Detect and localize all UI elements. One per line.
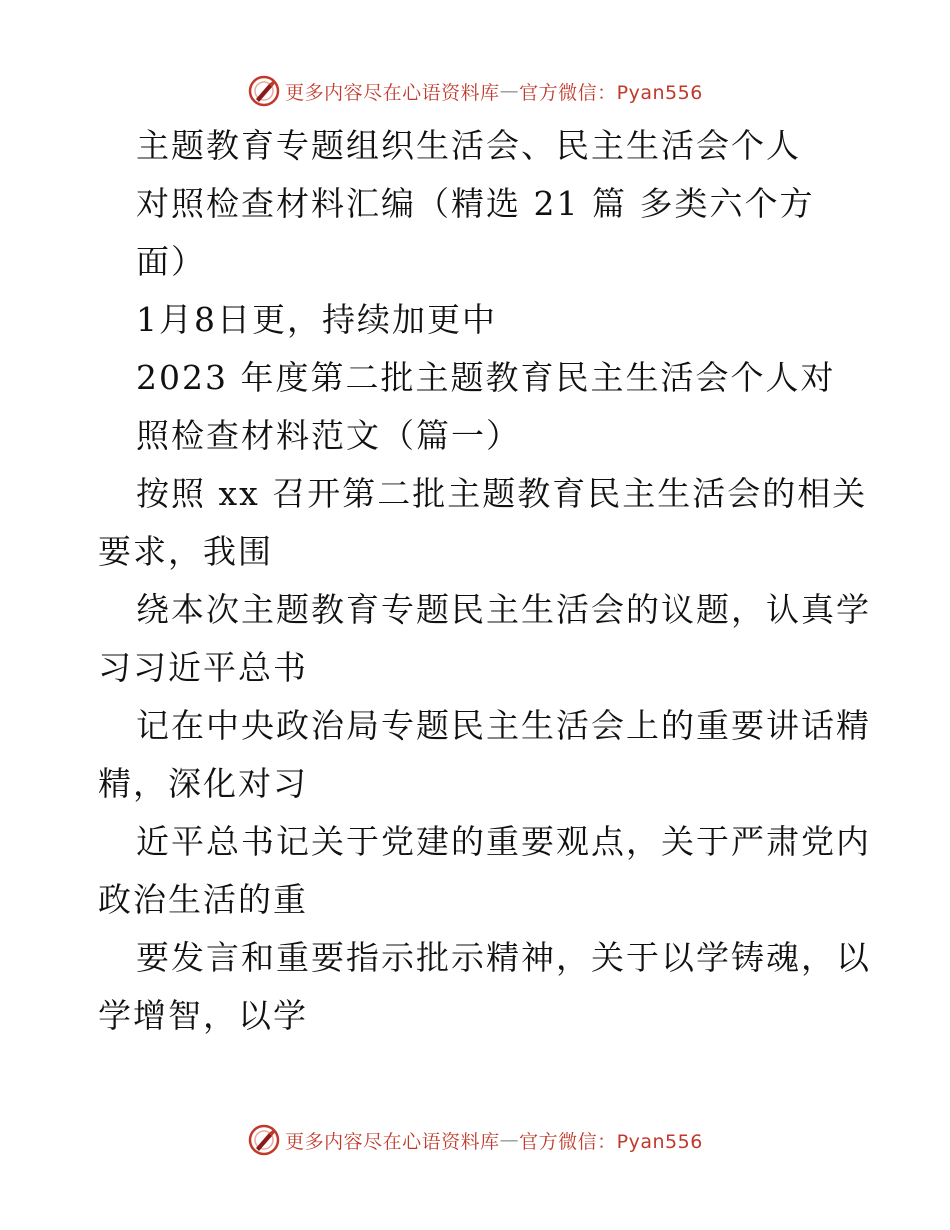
paragraph-line: 要求，我围 — [98, 532, 273, 571]
paragraph-line: 近平总书记关于党建的重要观点，关于严肃党内 — [136, 822, 871, 861]
paragraph-line: 学增智，以学 — [98, 996, 308, 1035]
banner-title: 更多内容尽在心语资料库 — [285, 81, 500, 104]
update-note: 1月8日更，持续加更中 — [136, 300, 497, 339]
paragraph-line: 要发言和重要指示批示精神，关于以学铸魂，以 — [136, 938, 871, 977]
section-title-line-1: 2023 年度第二批主题教育民主生活会个人对 — [136, 358, 836, 397]
pen-nib-logo-icon — [247, 74, 281, 108]
banner-contact: 官方微信：Pyan556 — [519, 1130, 703, 1153]
paragraph-line: 按照 xx 召开第二批主题教育民主生活会的相关 — [136, 474, 868, 513]
footer-banner — [0, 1120, 950, 1160]
paragraph-line: 绕本次主题教育专题民主生活会的议题，认真学 — [136, 590, 871, 629]
header-banner — [0, 71, 950, 111]
paragraph-line: 政治生活的重 — [98, 880, 308, 919]
paragraph-line: 习习近平总书 — [98, 648, 308, 687]
doc-title-line-2: 对照检查材料汇编（精选 21 篇 多类六个方 — [136, 184, 815, 223]
doc-title-line-3: 面） — [136, 242, 206, 281]
banner-title: 更多内容尽在心语资料库 — [285, 1130, 500, 1153]
banner-dash: — — [499, 80, 520, 102]
section-title-line-2: 照检查材料范文（篇一） — [136, 416, 521, 455]
paragraph-line: 记在中央政治局专题民主生活会上的重要讲话精 — [136, 706, 871, 745]
pen-nib-logo-icon — [247, 1123, 281, 1157]
banner-contact: 官方微信：Pyan556 — [519, 81, 703, 104]
paragraph-line: 精，深化对习 — [98, 764, 308, 803]
doc-title-line-1: 主题教育专题组织生活会、民主生活会个人 — [136, 126, 801, 165]
banner-dash: — — [499, 1129, 520, 1151]
